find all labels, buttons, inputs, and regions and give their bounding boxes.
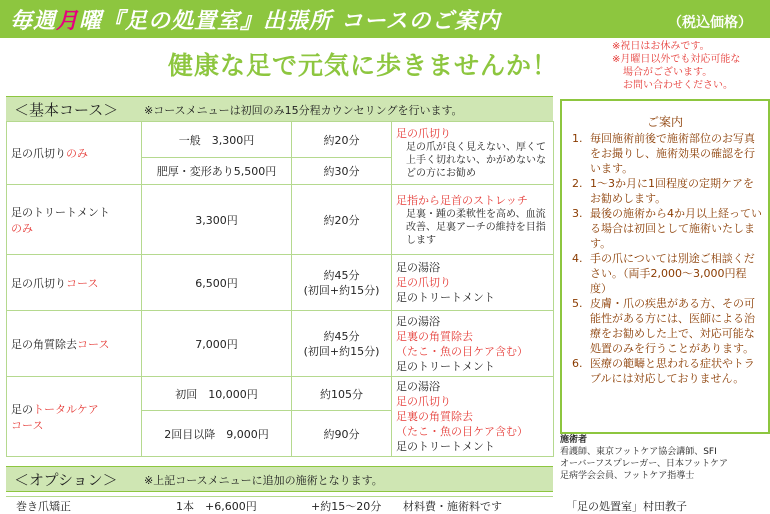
option-row [6,496,553,511]
owner-name: 「足の処置室」村田教子 [566,500,687,513]
detail-cell: 足指から足首のストレッチ 足裏・踵の柔軟性を高め、血流改善、足裏アーチの維持を目指します [392,185,554,255]
info-list [572,131,762,386]
table-row [7,377,554,411]
list-item: 1. 毎回施術前後で施術部位のお写真をお撮りし、施術効果の確認を行います。 [572,132,755,175]
detail-cell: 足の湯浴 足の爪切り 足のトリートメント [392,255,554,311]
practitioner-line: 看護師、東京フットケア協会講師、SFI [560,447,717,457]
time-cell: 約20分 [292,185,392,255]
option-price: 1本 +6,600円 [176,500,257,513]
section-title: ＜基本コース＞ [14,101,119,119]
list-item: 2. 1～3か月に1回程度の定期ケアをお勧めします。 [572,177,754,205]
option-name: 巻き爪矯正 [16,500,71,513]
price-cell: 2回目以降 9,000円 [142,411,292,457]
notice-line: ※祝日はお休みです。 [612,41,710,52]
time-cell: 約20分 [292,122,392,158]
practitioner-line: 足病学会会員、フットケア指導士 [560,471,695,481]
course-table [6,121,554,457]
list-item: 3. 最後の施術から4か月以上経っている場合は初回として施術いたします。 [572,207,762,250]
notice-line: ※月曜日以外でも対応可能な [612,54,741,65]
page-title: 毎週月曜『足の処置室』出張所 コースのご案内 [10,9,501,34]
header-bar [0,0,770,38]
course-name: 足の角質除去コース [7,311,142,377]
detail-cell: 足の湯浴 足裏の角質除去 （たこ・魚の目ケア含む） 足のトリートメント [392,311,554,377]
notice-line: お問い合わせください。 [623,80,733,91]
section-note: ※上記コースメニューに追加の施術となります。 [144,474,383,487]
option-time: +約15～20分 [311,500,382,513]
price-cell: 一般 3,300円 [142,122,292,158]
notice-line: 場合がございます。 [623,67,713,78]
tax-note: （税込価格） [668,15,752,31]
notice-list [612,40,740,92]
section-title: ＜オプション＞ [14,471,118,489]
time-cell: 約90分 [292,411,392,457]
practitioner-label: 施術者 [560,435,588,445]
basic-course-header [6,96,553,122]
course-name: 足のトータルケア コース [7,377,142,457]
info-box-heading: ご案内 [646,115,683,129]
list-item: 5. 皮膚・爪の疾患がある方、その可能性がある方には、医師による治療をお勧めした上で、対応可能な処置のみを行うことがあります。 [572,297,755,355]
table-row [7,122,554,158]
time-cell: 約30分 [292,158,392,185]
price-cell: 初回 10,000円 [142,377,292,411]
section-note: ※コースメニューは初回のみ15分程カウンセリングを行います。 [144,104,463,117]
info-box [560,99,770,434]
practitioner-line: オーバーフスプレーガー、日本フットケア [560,459,729,469]
table-row [7,185,554,255]
price-cell: 6,500円 [142,255,292,311]
table-row [7,311,554,377]
detail-cell: 足の湯浴 足の爪切り 足裏の角質除去 （たこ・魚の目ケア含む） 足のトリートメント [392,377,554,457]
course-name: 足の爪切りのみ [7,122,142,185]
course-name: 足の爪切りコース [7,255,142,311]
list-item: 4. 手の爪については別途ご相談ください。（両手2,000～3,000円程度） [572,252,755,295]
price-cell: 3,300円 [142,185,292,255]
slogan: 健康な足で元気に歩きませんか！ [168,51,559,80]
option-header [6,466,553,492]
course-name: 足のトリートメント のみ [7,185,142,255]
detail-cell: 足の爪切り 足の爪が良く見えない、厚くて上手く切れない、かがめないなどの方にお勧め [392,122,554,185]
practitioner-info [560,434,770,482]
time-cell: 約105分 [292,377,392,411]
list-item: 6. 医療の範疇と思われる症状やトラブルには対応しておりません。 [572,357,755,385]
time-cell: 約45分 (初回+約15分) [292,255,392,311]
option-note: 材料費・施術料です [403,500,502,513]
price-cell: 7,000円 [142,311,292,377]
time-cell: 約45分 (初回+約15分) [292,311,392,377]
price-cell: 肥厚・変形あり5,500円 [142,158,292,185]
table-row [7,255,554,311]
